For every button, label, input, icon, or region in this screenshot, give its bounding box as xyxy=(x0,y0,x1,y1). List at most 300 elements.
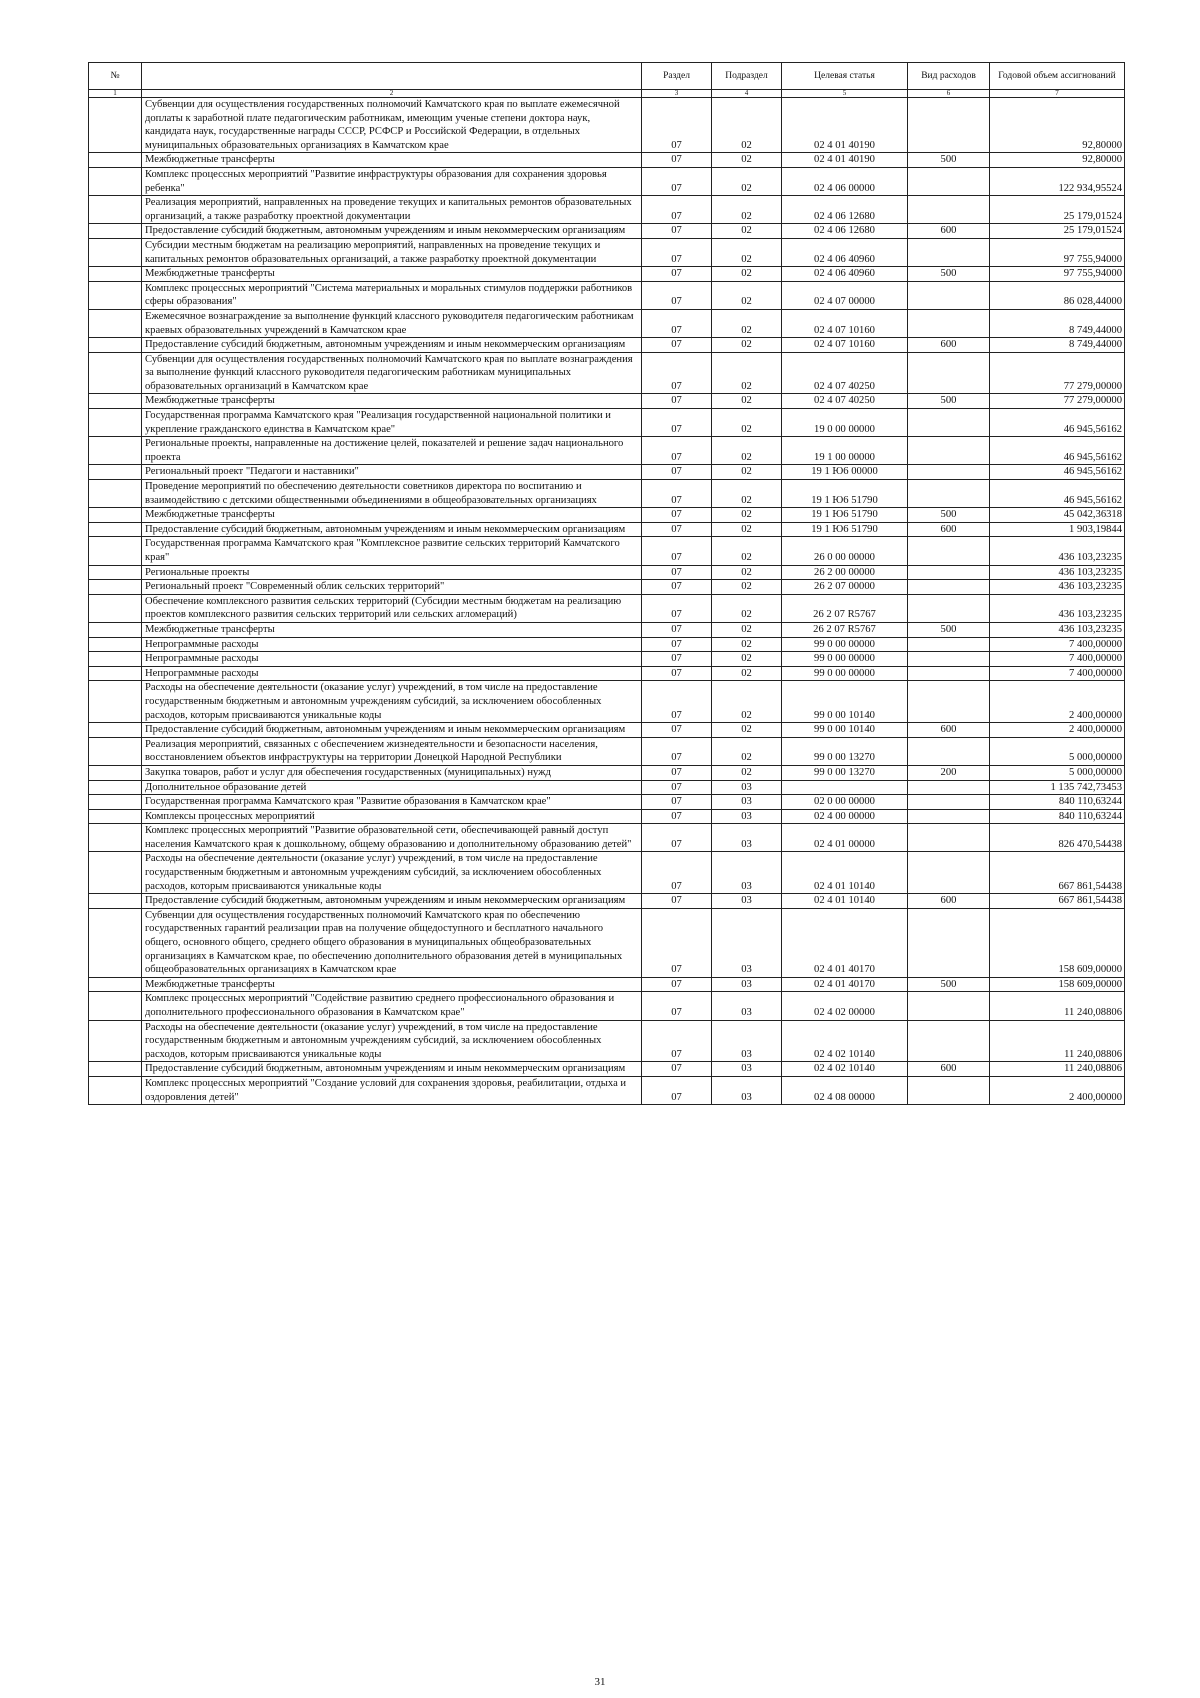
row-name-cell: Межбюджетные трансферты xyxy=(142,394,642,409)
row-amount-cell: 158 609,00000 xyxy=(990,908,1125,977)
row-name-cell: Расходы на обеспечение деятельности (оказание услуг) учреждений, в том числе на предоставление государственным бюджетным и автономным учреждениям субсидий, за исключением обособленных расходов, которым присваиваются уникальные коды xyxy=(142,852,642,894)
row-expense-type-cell xyxy=(908,795,990,810)
table-row xyxy=(89,394,1125,409)
row-expense-type-cell xyxy=(908,824,990,852)
row-amount-cell: 7 400,00000 xyxy=(990,666,1125,681)
row-expense-type-cell xyxy=(908,437,990,465)
table-row xyxy=(89,809,1125,824)
row-target-article-cell: 19 1 00 00000 xyxy=(782,437,908,465)
row-target-article-cell: 19 1 Ю6 51790 xyxy=(782,522,908,537)
row-name-cell: Предоставление субсидий бюджетным, автономным учреждениям и иным некоммерческим организациям xyxy=(142,1062,642,1077)
row-target-article-cell: 02 4 02 10140 xyxy=(782,1062,908,1077)
row-subsection-cell: 02 xyxy=(712,338,782,353)
row-expense-type-cell: 500 xyxy=(908,394,990,409)
row-subsection-cell: 02 xyxy=(712,480,782,508)
row-subsection-cell: 02 xyxy=(712,723,782,738)
header-expense-type: Вид расходов xyxy=(908,63,990,90)
row-name-cell: Государственная программа Камчатского края "Комплексное развитие сельских территорий Камчатского края" xyxy=(142,537,642,565)
column-number: 1 xyxy=(89,90,142,98)
row-target-article-cell: 99 0 00 00000 xyxy=(782,652,908,667)
table-row xyxy=(89,98,1125,153)
row-target-article-cell: 02 4 02 10140 xyxy=(782,1020,908,1062)
row-amount-cell: 667 861,54438 xyxy=(990,852,1125,894)
row-amount-cell: 436 103,23235 xyxy=(990,537,1125,565)
row-expense-type-cell xyxy=(908,480,990,508)
row-index-cell xyxy=(89,465,142,480)
row-index-cell xyxy=(89,352,142,394)
row-name-cell: Комплекс процессных мероприятий "Создание условий для сохранения здоровья, реабилитации, отдыха и оздоровления детей" xyxy=(142,1076,642,1104)
row-amount-cell: 25 179,01524 xyxy=(990,196,1125,224)
row-name-cell: Межбюджетные трансферты xyxy=(142,977,642,992)
row-name-cell: Предоставление субсидий бюджетным, автономным учреждениям и иным некоммерческим организациям xyxy=(142,522,642,537)
row-subsection-cell: 02 xyxy=(712,98,782,153)
row-amount-cell: 1 903,19844 xyxy=(990,522,1125,537)
row-target-article-cell: 02 4 07 10160 xyxy=(782,309,908,337)
row-subsection-cell: 02 xyxy=(712,580,782,595)
row-section-cell: 07 xyxy=(642,281,712,309)
row-name-cell: Межбюджетные трансферты xyxy=(142,508,642,523)
row-name-cell: Предоставление субсидий бюджетным, автономным учреждениям и иным некоммерческим организациям xyxy=(142,894,642,909)
table-row xyxy=(89,338,1125,353)
column-number: 3 xyxy=(642,90,712,98)
row-section-cell: 07 xyxy=(642,267,712,282)
row-expense-type-cell: 500 xyxy=(908,977,990,992)
row-index-cell xyxy=(89,309,142,337)
row-index-cell xyxy=(89,338,142,353)
row-section-cell: 07 xyxy=(642,908,712,977)
row-index-cell xyxy=(89,723,142,738)
row-expense-type-cell xyxy=(908,652,990,667)
row-index-cell xyxy=(89,522,142,537)
row-subsection-cell: 02 xyxy=(712,153,782,168)
row-section-cell: 07 xyxy=(642,508,712,523)
row-subsection-cell: 02 xyxy=(712,594,782,622)
row-target-article-cell: 19 1 Ю6 00000 xyxy=(782,465,908,480)
table-row xyxy=(89,723,1125,738)
row-expense-type-cell xyxy=(908,852,990,894)
table-row xyxy=(89,580,1125,595)
row-index-cell xyxy=(89,824,142,852)
row-section-cell: 07 xyxy=(642,153,712,168)
row-name-cell: Субвенции для осуществления государственных полномочий Камчатского края по обеспечению государственных гарантий реализации прав на получение общедоступного и бесплатного начального общего, основного общего, среднего общего образования в муниципальных общеобразовательных организациях в Камчатском крае, по обеспечению дополнительного образования детей в муниципальных общеобразовательных организациях в Камчатском крае xyxy=(142,908,642,977)
row-target-article-cell: 26 0 00 00000 xyxy=(782,537,908,565)
table-row xyxy=(89,894,1125,909)
row-subsection-cell: 02 xyxy=(712,167,782,195)
row-target-article-cell: 02 4 01 40170 xyxy=(782,908,908,977)
row-section-cell: 07 xyxy=(642,394,712,409)
row-subsection-cell: 02 xyxy=(712,737,782,765)
table-row xyxy=(89,977,1125,992)
table-body xyxy=(89,98,1125,1105)
row-amount-cell: 2 400,00000 xyxy=(990,1076,1125,1104)
row-target-article-cell: 02 4 06 40960 xyxy=(782,267,908,282)
row-index-cell xyxy=(89,1062,142,1077)
row-name-cell: Государственная программа Камчатского края "Развитие образования в Камчатском крае" xyxy=(142,795,642,810)
row-name-cell: Комплекс процессных мероприятий "Развитие инфраструктуры образования для сохранения здоровья ребенка" xyxy=(142,167,642,195)
row-name-cell: Предоставление субсидий бюджетным, автономным учреждениям и иным некоммерческим организациям xyxy=(142,723,642,738)
row-target-article-cell: 02 4 08 00000 xyxy=(782,1076,908,1104)
row-index-cell xyxy=(89,622,142,637)
row-target-article-cell: 99 0 00 10140 xyxy=(782,681,908,723)
table-row xyxy=(89,522,1125,537)
row-expense-type-cell xyxy=(908,681,990,723)
row-section-cell: 07 xyxy=(642,824,712,852)
table-row xyxy=(89,1062,1125,1077)
row-subsection-cell: 02 xyxy=(712,267,782,282)
row-index-cell xyxy=(89,565,142,580)
row-index-cell xyxy=(89,977,142,992)
row-name-cell: Предоставление субсидий бюджетным, автономным учреждениям и иным некоммерческим организациям xyxy=(142,224,642,239)
row-section-cell: 07 xyxy=(642,780,712,795)
row-amount-cell: 92,80000 xyxy=(990,98,1125,153)
row-amount-cell: 97 755,94000 xyxy=(990,267,1125,282)
row-target-article-cell: 19 1 Ю6 51790 xyxy=(782,480,908,508)
row-name-cell: Реализация мероприятий, связанных с обеспечением жизнедеятельности и безопасности населения, восстановлением объектов инфраструктуры на территории Донецкой Народной Республики xyxy=(142,737,642,765)
row-section-cell: 07 xyxy=(642,309,712,337)
row-expense-type-cell: 600 xyxy=(908,894,990,909)
row-expense-type-cell xyxy=(908,565,990,580)
table-row xyxy=(89,281,1125,309)
table-row xyxy=(89,1076,1125,1104)
row-index-cell xyxy=(89,765,142,780)
row-section-cell: 07 xyxy=(642,737,712,765)
row-expense-type-cell xyxy=(908,594,990,622)
row-index-cell xyxy=(89,795,142,810)
table-row xyxy=(89,780,1125,795)
table-row xyxy=(89,352,1125,394)
table-row xyxy=(89,465,1125,480)
row-amount-cell: 436 103,23235 xyxy=(990,565,1125,580)
row-name-cell: Субсидии местным бюджетам на реализацию мероприятий, направленных на проведение текущих и капитальных ремонтов образовательных организаций, а также разработку проектной документации xyxy=(142,238,642,266)
table-column-number-row xyxy=(89,90,1125,98)
row-section-cell: 07 xyxy=(642,437,712,465)
row-amount-cell: 46 945,56162 xyxy=(990,480,1125,508)
row-subsection-cell: 03 xyxy=(712,780,782,795)
row-amount-cell: 25 179,01524 xyxy=(990,224,1125,239)
row-subsection-cell: 03 xyxy=(712,1076,782,1104)
row-amount-cell: 11 240,08806 xyxy=(990,1062,1125,1077)
row-name-cell: Закупка товаров, работ и услуг для обеспечения государственных (муниципальных) нужд xyxy=(142,765,642,780)
row-amount-cell: 77 279,00000 xyxy=(990,352,1125,394)
row-target-article-cell: 02 4 01 40170 xyxy=(782,977,908,992)
header-number: № xyxy=(89,63,142,90)
row-amount-cell: 5 000,00000 xyxy=(990,765,1125,780)
row-section-cell: 07 xyxy=(642,565,712,580)
row-name-cell: Государственная программа Камчатского края "Реализация государственной национальной политики и укрепление гражданского единства в Камчатском крае" xyxy=(142,409,642,437)
row-section-cell: 07 xyxy=(642,652,712,667)
table-row xyxy=(89,795,1125,810)
row-expense-type-cell xyxy=(908,465,990,480)
row-target-article-cell: 02 4 01 40190 xyxy=(782,98,908,153)
row-index-cell xyxy=(89,992,142,1020)
row-expense-type-cell: 500 xyxy=(908,267,990,282)
row-expense-type-cell xyxy=(908,992,990,1020)
row-expense-type-cell xyxy=(908,98,990,153)
row-index-cell xyxy=(89,809,142,824)
row-section-cell: 07 xyxy=(642,167,712,195)
row-target-article-cell: 02 0 00 00000 xyxy=(782,795,908,810)
row-subsection-cell: 02 xyxy=(712,224,782,239)
row-target-article-cell: 26 2 00 00000 xyxy=(782,565,908,580)
row-subsection-cell: 02 xyxy=(712,537,782,565)
row-section-cell: 07 xyxy=(642,238,712,266)
row-target-article-cell: 99 0 00 10140 xyxy=(782,723,908,738)
row-section-cell: 07 xyxy=(642,537,712,565)
column-number: 6 xyxy=(908,90,990,98)
row-amount-cell: 11 240,08806 xyxy=(990,1020,1125,1062)
row-expense-type-cell xyxy=(908,737,990,765)
row-index-cell xyxy=(89,1076,142,1104)
table-row xyxy=(89,765,1125,780)
row-section-cell: 07 xyxy=(642,765,712,780)
table-row xyxy=(89,622,1125,637)
row-subsection-cell: 03 xyxy=(712,992,782,1020)
row-amount-cell: 667 861,54438 xyxy=(990,894,1125,909)
row-section-cell: 07 xyxy=(642,795,712,810)
row-amount-cell: 840 110,63244 xyxy=(990,809,1125,824)
row-target-article-cell: 02 4 07 40250 xyxy=(782,352,908,394)
row-expense-type-cell: 600 xyxy=(908,522,990,537)
row-amount-cell: 436 103,23235 xyxy=(990,622,1125,637)
row-name-cell: Комплексы процессных мероприятий xyxy=(142,809,642,824)
page-number: 31 xyxy=(594,1676,606,1688)
row-subsection-cell: 02 xyxy=(712,238,782,266)
row-name-cell: Непрограммные расходы xyxy=(142,666,642,681)
row-target-article-cell: 02 4 06 00000 xyxy=(782,167,908,195)
row-subsection-cell: 03 xyxy=(712,1062,782,1077)
table-row xyxy=(89,852,1125,894)
row-expense-type-cell xyxy=(908,409,990,437)
row-index-cell xyxy=(89,737,142,765)
row-subsection-cell: 02 xyxy=(712,352,782,394)
row-index-cell xyxy=(89,480,142,508)
row-index-cell xyxy=(89,508,142,523)
row-section-cell: 07 xyxy=(642,1062,712,1077)
row-name-cell: Региональные проекты xyxy=(142,565,642,580)
row-target-article-cell: 02 4 07 40250 xyxy=(782,394,908,409)
row-subsection-cell: 03 xyxy=(712,824,782,852)
row-expense-type-cell xyxy=(908,281,990,309)
row-expense-type-cell: 600 xyxy=(908,338,990,353)
row-subsection-cell: 02 xyxy=(712,409,782,437)
row-name-cell: Непрограммные расходы xyxy=(142,652,642,667)
row-subsection-cell: 02 xyxy=(712,522,782,537)
row-amount-cell: 2 400,00000 xyxy=(990,681,1125,723)
row-target-article-cell: 02 4 07 10160 xyxy=(782,338,908,353)
row-amount-cell: 436 103,23235 xyxy=(990,580,1125,595)
row-index-cell xyxy=(89,894,142,909)
row-index-cell xyxy=(89,594,142,622)
row-expense-type-cell xyxy=(908,666,990,681)
row-section-cell: 07 xyxy=(642,681,712,723)
row-amount-cell: 8 749,44000 xyxy=(990,309,1125,337)
row-name-cell: Региональный проект "Современный облик сельских территорий" xyxy=(142,580,642,595)
row-amount-cell: 11 240,08806 xyxy=(990,992,1125,1020)
row-amount-cell: 7 400,00000 xyxy=(990,652,1125,667)
row-name-cell: Субвенции для осуществления государственных полномочий Камчатского края по выплате ежемесячной доплаты к заработной плате педагогическим работникам, имеющим ученые степени доктора наук, кандидата наук, государственные награды СССР, РСФСР и Российской Федерации, в отдельных муниципальных образовательных организациях в Камчатском крае xyxy=(142,98,642,153)
table-row xyxy=(89,824,1125,852)
row-name-cell: Расходы на обеспечение деятельности (оказание услуг) учреждений, в том числе на предоставление государственным бюджетным и автономным учреждениям субсидий, за исключением обособленных расходов, которым присваиваются уникальные коды xyxy=(142,681,642,723)
row-target-article-cell: 02 4 01 00000 xyxy=(782,824,908,852)
row-name-cell: Комплекс процессных мероприятий "Развитие образовательной сети, обеспечивающей равный доступ населения Камчатского края к дошкольному, общему образованию и дополнительному образованию детей" xyxy=(142,824,642,852)
row-target-article-cell: 99 0 00 00000 xyxy=(782,666,908,681)
table-row xyxy=(89,737,1125,765)
row-amount-cell: 97 755,94000 xyxy=(990,238,1125,266)
row-expense-type-cell: 500 xyxy=(908,508,990,523)
row-index-cell xyxy=(89,238,142,266)
row-name-cell: Региональный проект "Педагоги и наставники" xyxy=(142,465,642,480)
row-subsection-cell: 02 xyxy=(712,681,782,723)
row-section-cell: 07 xyxy=(642,465,712,480)
row-subsection-cell: 02 xyxy=(712,394,782,409)
row-index-cell xyxy=(89,852,142,894)
row-index-cell xyxy=(89,267,142,282)
row-section-cell: 07 xyxy=(642,637,712,652)
row-amount-cell: 46 945,56162 xyxy=(990,437,1125,465)
row-index-cell xyxy=(89,153,142,168)
row-subsection-cell: 02 xyxy=(712,622,782,637)
header-name xyxy=(142,63,642,90)
row-subsection-cell: 02 xyxy=(712,637,782,652)
row-section-cell: 07 xyxy=(642,852,712,894)
row-amount-cell: 436 103,23235 xyxy=(990,594,1125,622)
row-target-article-cell: 02 4 00 00000 xyxy=(782,809,908,824)
row-section-cell: 07 xyxy=(642,894,712,909)
row-name-cell: Обеспечение комплексного развития сельских территорий (Субсидии местным бюджетам на реализацию проектов комплексного развития сельских территорий или сельских агломераций) xyxy=(142,594,642,622)
row-amount-cell: 77 279,00000 xyxy=(990,394,1125,409)
row-name-cell: Непрограммные расходы xyxy=(142,637,642,652)
table-row xyxy=(89,224,1125,239)
row-index-cell xyxy=(89,196,142,224)
column-number: 2 xyxy=(142,90,642,98)
row-amount-cell: 122 934,95524 xyxy=(990,167,1125,195)
row-expense-type-cell xyxy=(908,1020,990,1062)
row-subsection-cell: 02 xyxy=(712,465,782,480)
table-row xyxy=(89,267,1125,282)
header-annual-volume: Годовой объем ассигнований xyxy=(990,63,1125,90)
row-expense-type-cell xyxy=(908,908,990,977)
row-expense-type-cell xyxy=(908,309,990,337)
row-target-article-cell: 02 4 06 40960 xyxy=(782,238,908,266)
header-target-article: Целевая статья xyxy=(782,63,908,90)
row-section-cell: 07 xyxy=(642,666,712,681)
row-subsection-cell: 02 xyxy=(712,309,782,337)
row-index-cell xyxy=(89,437,142,465)
row-target-article-cell: 02 4 06 12680 xyxy=(782,196,908,224)
row-target-article-cell: 26 2 07 00000 xyxy=(782,580,908,595)
row-section-cell: 07 xyxy=(642,352,712,394)
row-section-cell: 07 xyxy=(642,977,712,992)
row-subsection-cell: 03 xyxy=(712,894,782,909)
row-expense-type-cell xyxy=(908,780,990,795)
row-index-cell xyxy=(89,681,142,723)
table-row xyxy=(89,652,1125,667)
row-target-article-cell: 26 2 07 R5767 xyxy=(782,594,908,622)
table-row xyxy=(89,1020,1125,1062)
budget-table-container xyxy=(88,62,1124,1105)
column-number: 4 xyxy=(712,90,782,98)
table-row xyxy=(89,437,1125,465)
table-row xyxy=(89,238,1125,266)
row-index-cell xyxy=(89,780,142,795)
row-section-cell: 07 xyxy=(642,622,712,637)
row-index-cell xyxy=(89,637,142,652)
row-index-cell xyxy=(89,281,142,309)
row-index-cell xyxy=(89,908,142,977)
table-row xyxy=(89,508,1125,523)
row-target-article-cell: 19 0 00 00000 xyxy=(782,409,908,437)
row-amount-cell: 826 470,54438 xyxy=(990,824,1125,852)
row-subsection-cell: 02 xyxy=(712,437,782,465)
table-row xyxy=(89,908,1125,977)
row-subsection-cell: 02 xyxy=(712,666,782,681)
row-expense-type-cell: 500 xyxy=(908,153,990,168)
row-index-cell xyxy=(89,666,142,681)
row-expense-type-cell xyxy=(908,196,990,224)
row-target-article-cell: 19 1 Ю6 51790 xyxy=(782,508,908,523)
row-target-article-cell: 99 0 00 13270 xyxy=(782,765,908,780)
row-index-cell xyxy=(89,652,142,667)
row-section-cell: 07 xyxy=(642,1020,712,1062)
row-section-cell: 07 xyxy=(642,98,712,153)
table-row xyxy=(89,666,1125,681)
row-section-cell: 07 xyxy=(642,1076,712,1104)
row-section-cell: 07 xyxy=(642,224,712,239)
row-subsection-cell: 02 xyxy=(712,508,782,523)
row-name-cell: Комплекс процессных мероприятий "Содействие развитию среднего профессионального образования и дополнительного профессионального образования в Камчатском крае" xyxy=(142,992,642,1020)
table-row xyxy=(89,681,1125,723)
column-number: 7 xyxy=(990,90,1125,98)
row-section-cell: 07 xyxy=(642,338,712,353)
row-index-cell xyxy=(89,409,142,437)
row-amount-cell: 86 028,44000 xyxy=(990,281,1125,309)
row-amount-cell: 8 749,44000 xyxy=(990,338,1125,353)
row-subsection-cell: 02 xyxy=(712,196,782,224)
row-expense-type-cell xyxy=(908,580,990,595)
row-subsection-cell: 03 xyxy=(712,908,782,977)
row-name-cell: Комплекс процессных мероприятий "Система материальных и моральных стимулов поддержки работников сферы образования" xyxy=(142,281,642,309)
row-amount-cell: 840 110,63244 xyxy=(990,795,1125,810)
header-section: Раздел xyxy=(642,63,712,90)
budget-allocation-table xyxy=(88,62,1125,1105)
row-name-cell: Дополнительное образование детей xyxy=(142,780,642,795)
row-expense-type-cell xyxy=(908,167,990,195)
table-row xyxy=(89,153,1125,168)
row-amount-cell: 1 135 742,73453 xyxy=(990,780,1125,795)
row-amount-cell: 5 000,00000 xyxy=(990,737,1125,765)
table-row xyxy=(89,309,1125,337)
row-expense-type-cell: 600 xyxy=(908,723,990,738)
row-subsection-cell: 03 xyxy=(712,977,782,992)
row-expense-type-cell xyxy=(908,537,990,565)
row-expense-type-cell xyxy=(908,637,990,652)
row-index-cell xyxy=(89,224,142,239)
row-subsection-cell: 02 xyxy=(712,281,782,309)
row-expense-type-cell: 600 xyxy=(908,1062,990,1077)
row-subsection-cell: 02 xyxy=(712,652,782,667)
row-target-article-cell: 02 4 06 12680 xyxy=(782,224,908,239)
row-name-cell: Межбюджетные трансферты xyxy=(142,267,642,282)
row-subsection-cell: 02 xyxy=(712,765,782,780)
row-target-article-cell: 02 4 01 10140 xyxy=(782,894,908,909)
row-target-article-cell: 02 4 07 00000 xyxy=(782,281,908,309)
row-name-cell: Предоставление субсидий бюджетным, автономным учреждениям и иным некоммерческим организациям xyxy=(142,338,642,353)
row-section-cell: 07 xyxy=(642,196,712,224)
row-subsection-cell: 03 xyxy=(712,809,782,824)
row-subsection-cell: 03 xyxy=(712,852,782,894)
row-index-cell xyxy=(89,167,142,195)
table-row xyxy=(89,409,1125,437)
